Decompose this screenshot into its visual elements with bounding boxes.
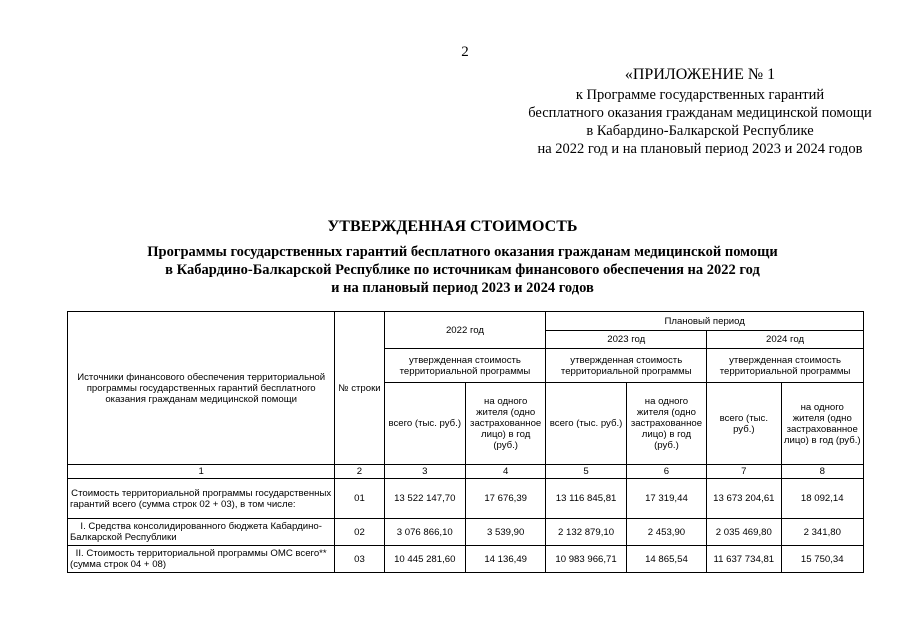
table-row xyxy=(68,519,864,546)
total-2024: 13 673 204,61 xyxy=(707,479,781,519)
column-number: 7 xyxy=(707,465,781,479)
header-row-number: № строки xyxy=(335,312,384,465)
column-number: 4 xyxy=(465,465,545,479)
header-source: Источники финансового обеспечения территориальной программы государственных гарантий бесплатного оказания гражданам медицинской помощи xyxy=(68,312,335,465)
document-subtitle xyxy=(90,243,835,297)
per-resident-2024: 15 750,34 xyxy=(781,546,864,573)
total-2024: 2 035 469,80 xyxy=(707,519,781,546)
total-2022: 13 522 147,70 xyxy=(384,479,465,519)
header-year-2024: 2024 год xyxy=(707,331,864,349)
header-per-resident: на одного жителя (одно застрахованное лицо) в год (руб.) xyxy=(465,383,545,465)
row-number: 03 xyxy=(335,546,384,573)
header-year-2023: 2023 год xyxy=(546,331,707,349)
header-approved-cost: утвержденная стоимость территориальной программы xyxy=(384,349,546,383)
total-2022: 3 076 866,10 xyxy=(384,519,465,546)
column-number: 6 xyxy=(626,465,706,479)
row-number: 01 xyxy=(335,479,384,519)
column-number: 8 xyxy=(781,465,864,479)
per-resident-2023: 2 453,90 xyxy=(626,519,706,546)
column-number: 3 xyxy=(384,465,465,479)
appendix-line: на 2022 год и на плановый период 2023 и 2024 годов xyxy=(537,141,863,157)
header-total: всего (тыс. руб.) xyxy=(546,383,626,465)
per-resident-2022: 14 136,49 xyxy=(465,546,545,573)
appendix-line: к Программе государственных гарантий xyxy=(575,87,825,103)
total-2023: 2 132 879,10 xyxy=(546,519,626,546)
per-resident-2022: 3 539,90 xyxy=(465,519,545,546)
subtitle-line: Программы государственных гарантий бесплатного оказания гражданам медицинской помощи xyxy=(147,244,778,260)
total-2022: 10 445 281,60 xyxy=(384,546,465,573)
row-name: II. Стоимость территориальной программы ОМС всего** (сумма строк 04 + 08) xyxy=(68,546,335,573)
per-resident-2024: 2 341,80 xyxy=(781,519,864,546)
header-total: всего (тыс. руб.) xyxy=(384,383,465,465)
per-resident-2023: 14 865,54 xyxy=(626,546,706,573)
column-number: 2 xyxy=(335,465,384,479)
header-per-resident: на одного жителя (одно застрахованное лицо) в год (руб.) xyxy=(781,383,864,465)
column-number: 1 xyxy=(68,465,335,479)
header-approved-cost: утвержденная стоимость территориальной программы xyxy=(707,349,864,383)
total-2023: 13 116 845,81 xyxy=(546,479,626,519)
appendix-line: в Кабардино-Балкарской Республике xyxy=(586,123,814,139)
cost-table xyxy=(67,311,864,573)
table-row xyxy=(68,479,864,519)
column-number: 5 xyxy=(546,465,626,479)
row-number: 02 xyxy=(335,519,384,546)
header-year-2022: 2022 год xyxy=(384,312,546,349)
row-name: Стоимость территориальной программы государственных гарантий всего (сумма строк 02 + 03), в том числе: xyxy=(68,479,335,519)
page-number: 2 xyxy=(461,44,469,60)
subtitle-line: и на плановый период 2023 и 2024 годов xyxy=(331,280,594,296)
appendix-block xyxy=(510,64,890,158)
per-resident-2023: 17 319,44 xyxy=(626,479,706,519)
subtitle-line: в Кабардино-Балкарской Республике по источникам финансового обеспечения на 2022 год xyxy=(165,262,760,278)
header-total: всего (тыс. руб.) xyxy=(707,383,781,465)
total-2023: 10 983 966,71 xyxy=(546,546,626,573)
total-2024: 11 637 734,81 xyxy=(707,546,781,573)
header-per-resident: на одного жителя (одно застрахованное лицо) в год (руб.) xyxy=(626,383,706,465)
header-planned-period: Плановый период xyxy=(546,312,864,331)
per-resident-2022: 17 676,39 xyxy=(465,479,545,519)
column-number-row xyxy=(68,465,864,479)
appendix-line: бесплатного оказания гражданам медицинской помощи xyxy=(528,105,872,121)
header-approved-cost: утвержденная стоимость территориальной программы xyxy=(546,349,707,383)
table-row xyxy=(68,546,864,573)
row-name: I. Средства консолидированного бюджета Кабардино-Балкарской Республики xyxy=(68,519,335,546)
document-title: УТВЕРЖДЕННАЯ СТОИМОСТЬ xyxy=(327,218,578,235)
appendix-title: «ПРИЛОЖЕНИЕ № 1 xyxy=(624,66,776,83)
per-resident-2024: 18 092,14 xyxy=(781,479,864,519)
